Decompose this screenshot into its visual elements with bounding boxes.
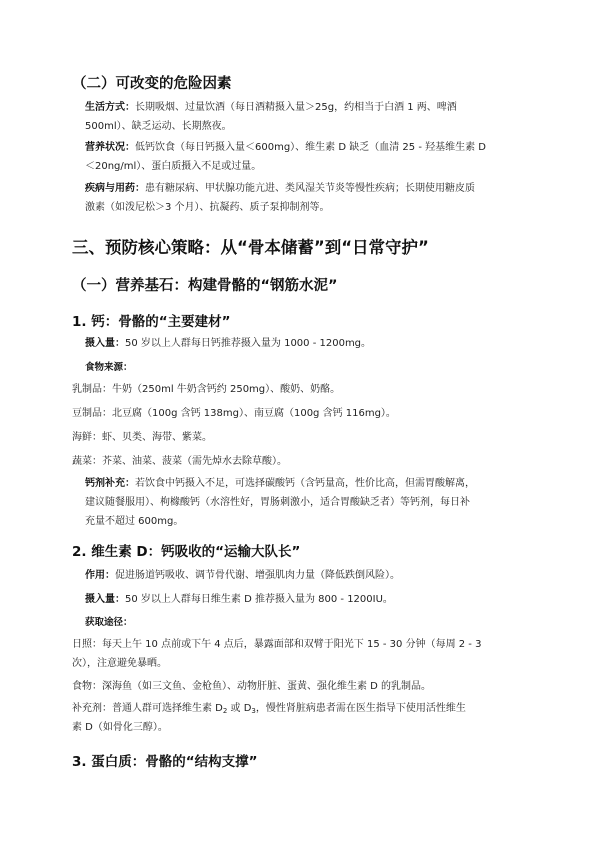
paragraph-vitd-effect <box>85 566 525 585</box>
subscript-3: 3 <box>251 707 256 715</box>
text-vitd-supp-a: 补充剂：普通人群可选择维生素 D <box>72 703 223 714</box>
paragraph-vitd-intake <box>85 590 525 609</box>
text-beans: 豆制品：北豆腐（100g 含钙 138mg）、南豆腐（100g 含钙 116mg）。 <box>72 408 396 419</box>
text-vitd-supp-b: 或 D <box>227 703 252 714</box>
text-vitd-supp-c: ，慢性肾脏病患者需在医生指导下使用活性维生 <box>255 703 466 714</box>
text-disease-1: 患有糖尿病、甲状腺功能亢进、类风湿关节炎等慢性疾病；长期使用糖皮质 <box>145 183 475 194</box>
text-vitd-intake: 50 岁以上人群每日维生素 D 推荐摄入量为 800 - 1200IU。 <box>125 594 393 605</box>
paragraph-vitd-ways <box>85 613 525 632</box>
paragraph-beans <box>72 404 512 423</box>
paragraph-food-source <box>85 358 525 377</box>
text-dairy: 乳制品：牛奶（250ml 牛奶含钙约 250mg）、酸奶、奶酪。 <box>72 384 341 395</box>
label-nutrition: 营养状况： <box>85 142 135 153</box>
section-heading-modifiable-risk: （二）可改变的危险因素 <box>72 76 232 92</box>
text-disease-2: 激素（如泼尼松＞3 个月）、抗凝药、质子泵抑制剂等。 <box>85 202 330 213</box>
text-vitd-supp-2: 素 D（如骨化三醇）。 <box>72 722 168 733</box>
text-lifestyle-1: 长期吸烟、过量饮酒（每日酒精摄入量＞25g，约相当于白酒 1 两、啤酒 <box>135 102 457 113</box>
section-heading-prevention: 三、预防核心策略：从“骨本储蓄”到“日常守护” <box>72 238 429 257</box>
label-vitd-effect: 作用： <box>85 570 115 581</box>
text-calcium-intake: 50 岁以上人群每日钙推荐摄入量为 1000 - 1200mg。 <box>125 338 372 349</box>
paragraph-vitd-food <box>72 677 532 696</box>
text-calcium-supp-2: 建议随餐服用）、枸橼酸钙（水溶性好，胃肠刺激小，适合胃酸缺乏者）等钙剂，每日补 <box>85 497 470 508</box>
paragraph-vegetables <box>72 452 512 471</box>
label-calcium-intake: 摄入量： <box>85 338 125 349</box>
label-vitd-ways: 获取途径： <box>85 617 133 628</box>
label-food-source: 食物来源： <box>85 362 133 373</box>
text-seafood: 海鲜：虾、贝类、海带、紫菜。 <box>72 432 212 443</box>
paragraph-calcium-intake <box>85 334 525 353</box>
label-disease: 疾病与用药： <box>85 183 145 194</box>
paragraph-disease <box>85 179 525 217</box>
text-vitd-effect: 促进肠道钙吸收、调节骨代谢、增强肌肉力量（降低跌倒风险）。 <box>115 570 400 581</box>
text-nutrition-2: ＜20ng/ml）、蛋白质摄入不足或过量。 <box>85 161 262 172</box>
text-calcium-supp-1: 若饮食中钙摄入不足，可选择碳酸钙（含钙量高，性价比高，但需胃酸解离， <box>135 478 475 489</box>
subsection-heading-nutrition: （一）营养基石：构建骨骼的“钢筋水泥” <box>72 278 338 294</box>
text-calcium-supp-3: 充量不超过 600mg。 <box>85 516 184 527</box>
paragraph-lifestyle <box>85 98 525 136</box>
paragraph-calcium-supplement <box>85 474 535 531</box>
paragraph-dairy <box>72 380 512 399</box>
label-vitd-intake: 摄入量： <box>85 594 125 605</box>
heading-protein: 3. 蛋白质：骨骼的“结构支撑” <box>72 754 258 770</box>
label-lifestyle: 生活方式： <box>85 102 135 113</box>
paragraph-sunlight <box>72 635 532 673</box>
text-lifestyle-2: 500ml）、缺乏运动、长期熬夜。 <box>85 121 232 132</box>
label-calcium-supplement: 钙剂补充： <box>85 478 135 489</box>
text-vitd-food: 食物：深海鱼（如三文鱼、金枪鱼）、动物肝脏、蛋黄、强化维生素 D 的乳制品。 <box>72 681 432 692</box>
text-sunlight-2: 次），注意避免暴晒。 <box>72 658 167 669</box>
text-nutrition-1: 低钙饮食（每日钙摄入量＜600mg）、维生素 D 缺乏（血清 25 - 羟基维生素 D <box>135 142 486 153</box>
paragraph-nutrition <box>85 138 525 176</box>
text-vegetables: 蔬菜：芥菜、油菜、菠菜（需先焯水去除草酸）。 <box>72 456 287 467</box>
heading-calcium: 1. 钙：骨骼的“主要建材” <box>72 314 231 330</box>
heading-vitamin-d: 2. 维生素 D：钙吸收的“运输大队长” <box>72 544 301 560</box>
paragraph-vitd-supplement <box>72 699 532 737</box>
subscript-2: 2 <box>222 707 228 715</box>
paragraph-seafood <box>72 428 512 447</box>
text-sunlight-1: 日照：每天上午 10 点前或下午 4 点后，暴露面部和双臂于阳光下 15 - 30 分钟（每周 2 - 3 <box>72 639 482 650</box>
